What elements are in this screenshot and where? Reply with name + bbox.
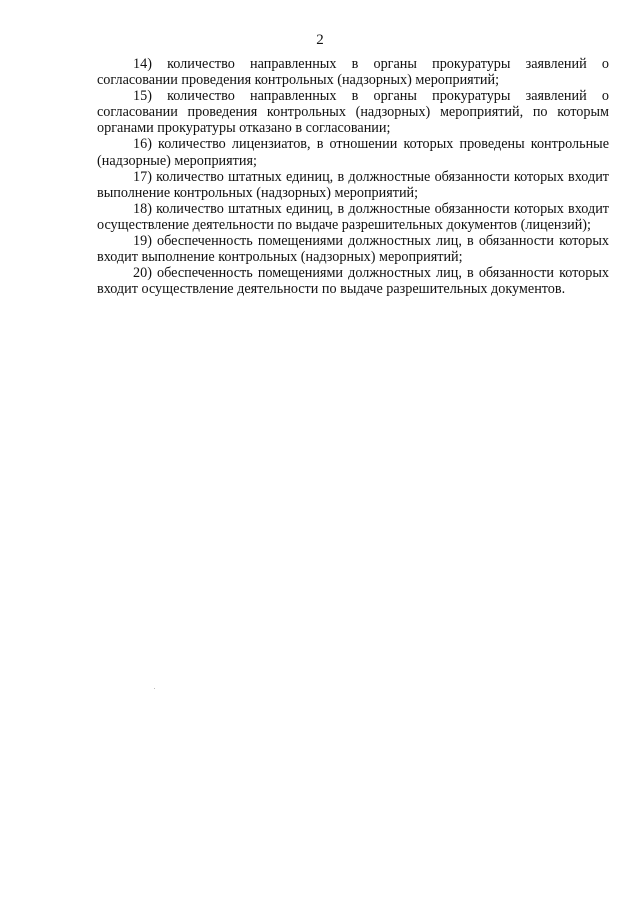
list-item-18: 18) количество штатных единиц, в должностные обязанности которых входит осуществление деятельности по выдаче разрешительных документов (лицензий); bbox=[97, 200, 609, 233]
scan-speck bbox=[154, 688, 155, 689]
list-item-19: 19) обеспеченность помещениями должностных лиц, в обязанности которых входит выполнение контрольных (надзорных) мероприятий; bbox=[97, 233, 609, 266]
list-item-17: 17) количество штатных единиц, в должностные обязанности которых входит выполнение контрольных (надзорных) мероприятий; bbox=[97, 168, 609, 201]
list-item-20: 20) обеспеченность помещениями должностных лиц, в обязанности которых входит осуществление деятельности по выдаче разрешительных документов. bbox=[97, 265, 609, 298]
page-number: 2 bbox=[316, 32, 324, 48]
list-item-16: 16) количество лицензиатов, в отношении которых проведены контрольные (надзорные) мероприятия; bbox=[97, 136, 609, 169]
list-item-14: 14) количество направленных в органы прокуратуры заявлений о согласовании проведения контрольных (надзорных) мероприятий; bbox=[97, 56, 609, 89]
list-item-15: 15) количество направленных в органы прокуратуры заявлений о согласовании проведения контрольных (надзорных) мероприятий, по которым органами прокуратуры отказано в согласовании; bbox=[97, 88, 609, 137]
document-body bbox=[97, 56, 609, 297]
